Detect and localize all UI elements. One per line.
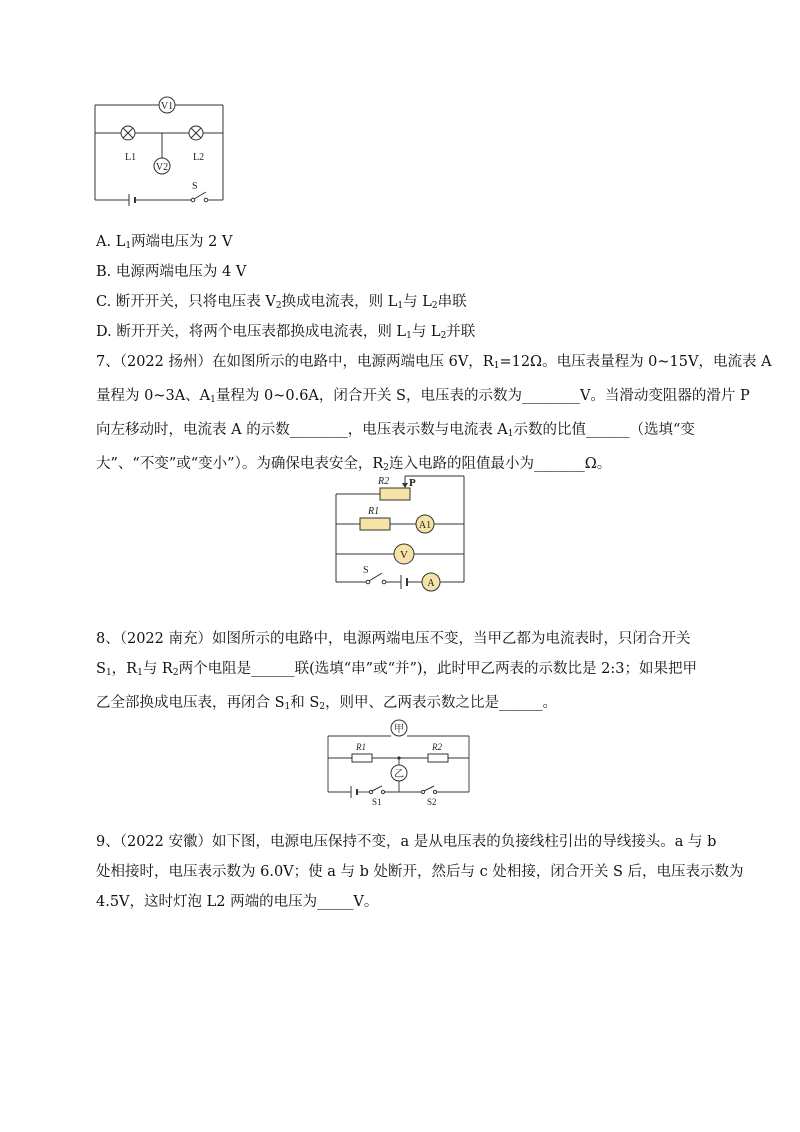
lamp-l2 [189, 126, 203, 140]
question-8-line-3: 乙全部换成电压表，再闭合 $S_1$和 $S_2$，则甲、乙两表示数之比是______。 [96, 695, 558, 712]
meter-yi-label: 乙 [394, 769, 404, 780]
question-8 [96, 624, 716, 722]
ammeter-a [422, 573, 440, 591]
switch-s [191, 192, 208, 202]
voltmeter-v1 [159, 97, 175, 113]
meter-yi [391, 765, 407, 781]
question-9-line-1: 9、（2022 安徽）如下图，电源电压保持不变，a 是从电压表的负接线柱引出的导线接头。a 与 b [96, 834, 717, 850]
ammeter-a-label: A [427, 578, 435, 589]
resistor-r1 [352, 754, 372, 762]
lamp-l2-label: L2 [193, 152, 205, 163]
ammeter-a1-label: A1 [418, 520, 432, 531]
voltmeter-v [394, 544, 414, 564]
question-7-line-4: 大”、“不变”或“变小”）。为确保电表安全，$R_2$连入电路的阻值最小为_______Ω。 [96, 456, 612, 473]
question-7 [96, 347, 772, 483]
voltmeter-v-label: V [400, 549, 408, 561]
lamp-l1 [121, 126, 135, 140]
battery-symbol [401, 575, 407, 589]
switch-s2-label: S2 [427, 797, 437, 807]
switch-s-label: S [363, 565, 369, 576]
rheostat-r2-label: R2 [378, 476, 390, 487]
circuit-figure-2 [330, 472, 470, 592]
slider-p-label: P [409, 477, 416, 489]
circuit-figure-3 [322, 716, 482, 812]
voltmeter-v1-label: V1 [160, 101, 174, 112]
resistor-r2-label: R2 [432, 742, 442, 752]
meter-jia [391, 720, 407, 736]
voltmeter-v2 [154, 158, 170, 174]
question-9-line-2: 处相接时，电压表示数为 6.0V；使 a 与 b 处断开，然后与 c 处相接，闭合开关 S 后，电压表示数为 [96, 864, 744, 880]
junction-dot [397, 756, 400, 759]
question-9 [96, 827, 744, 917]
battery-symbol [129, 194, 135, 206]
option-c: C. 断开开关，只将电压表 $V_2$换成电流表，则 $L_1$与 $L_2$串联 [96, 294, 467, 311]
switch-s-label: S [192, 181, 198, 192]
battery-symbol [351, 786, 357, 798]
resistor-r1-label: R1 [368, 506, 380, 517]
resistor-r1-label: R1 [356, 742, 366, 752]
circuit-figure-1 [90, 88, 230, 208]
switch-s1-label: S1 [372, 797, 382, 807]
question-8-line-2: $S_1$，$R_1$与 $R_2$两个电阻是______联(选填“串”或“并”)，此时甲乙两表的示数比是 2:3；如果把甲 [96, 661, 698, 678]
question-7-line-2: 量程为 0~3A、$A_1$量程为 0~0.6A，闭合开关 S，电压表的示数为________V。当滑动变阻器的滑片 P [96, 388, 750, 405]
option-a: A. $L_1$两端电压为 2 V [96, 234, 233, 251]
switch-s1 [369, 786, 384, 794]
switch-s2 [421, 786, 436, 794]
question-7-line-1: 7、（2022 扬州）在如图所示的电路中，电源两端电压 6V，$R_1=12\Omega$。电压表量程为 0~15V，电流表 A [96, 354, 772, 371]
resistor-r2 [428, 754, 448, 762]
question-9-line-3: 4.5V，这时灯泡 L2 两端的电压为_____V。 [96, 894, 379, 910]
question-7-line-3: 向左移动时，电流表 A 的示数________，电压表示数与电流表 $A_1$示数的比值______（选填“变 [96, 422, 695, 439]
switch-s [366, 573, 386, 584]
lamp-l1-label: L1 [125, 152, 137, 163]
voltmeter-v2-label: V2 [155, 162, 169, 173]
option-b: B. 电源两端电压为 4 V [96, 264, 247, 280]
ammeter-a1 [416, 515, 434, 533]
resistor-r1 [360, 518, 390, 530]
meter-jia-label: 甲 [394, 724, 404, 735]
option-d: D. 断开开关，将两个电压表都换成电流表，则 $L_1$与 $L_2$并联 [96, 324, 476, 341]
question-8-line-1: 8、（2022 南充）如图所示的电路中，电源两端电压不变，当甲乙都为电流表时，只闭合开关 [96, 631, 691, 647]
